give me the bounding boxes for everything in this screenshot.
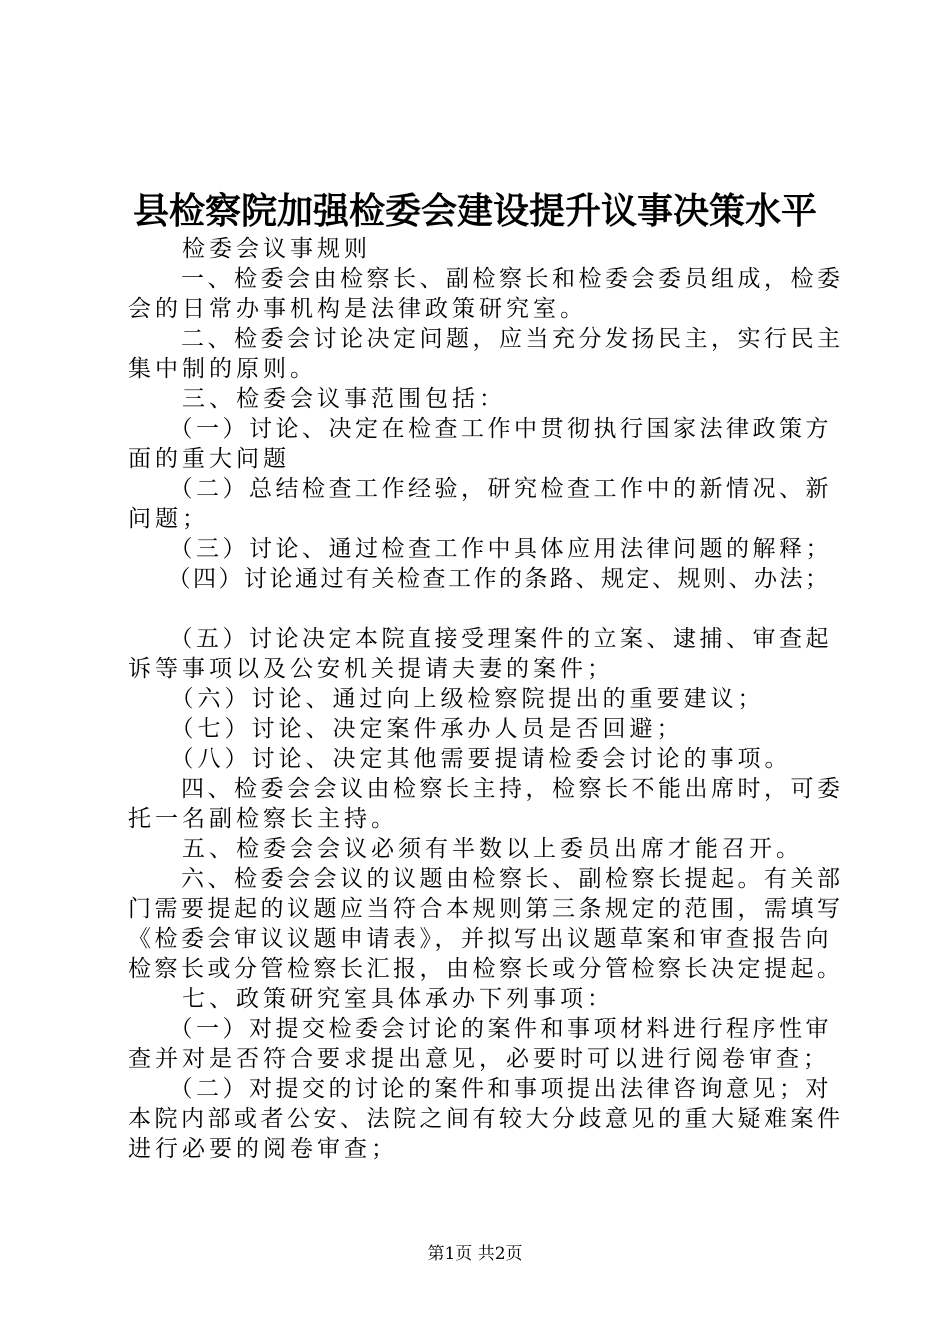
text-line: （三）讨论、通过检查工作中具体应用法律问题的解释； [128, 536, 832, 562]
text-line: 托一名副检察长主持。 [128, 806, 398, 832]
text-line [128, 594, 842, 624]
text-line: 五、检委会会议必须有半数以上委员出席才能召开。 [128, 836, 803, 862]
text-line: （二）总结检查工作经验，研究检查工作中的新情况、新 [128, 476, 832, 502]
text-line: 诉等事项以及公安机关提请夫妻的案件； [128, 656, 614, 682]
text-line: 《检委会审议议题申请表》，并拟写出议题草案和审查报告向 [128, 926, 832, 952]
page-footer: 第1页 共2页 [427, 1244, 523, 1264]
text-line: 本院内部或者公安、法院之间有较大分歧意见的重大疑难案件 [128, 1106, 844, 1132]
text-line: 七、政策研究室具体承办下列事项： [128, 986, 614, 1012]
document-title: 县检察院加强检委会建设提升议事决策水平 [132, 190, 817, 232]
text-line: 六、检委会会议的议题由检察长、副检察长提起。有关部 [128, 866, 844, 892]
text-line: 三、检委会议事范围包括： [128, 386, 506, 412]
text-line: 进行必要的阅卷审查； [128, 1136, 398, 1162]
text-line: 门需要提起的议题应当符合本规则第三条规定的范围，需填写 [128, 896, 844, 922]
text-line: （四）讨论通过有关检查工作的条路、规定、规则、办法； [128, 566, 831, 592]
text-line: （七）讨论、决定案件承办人员是否回避； [128, 716, 684, 742]
text-line: 会的日常办事机构是法律政策研究室。 [128, 296, 587, 322]
text-line: 检察长或分管检察长汇报，由检察长或分管检察长决定提起。 [128, 956, 844, 982]
text-line: 集中制的原则。 [128, 356, 317, 382]
text-line: （二）对提交的讨论的案件和事项提出法律咨询意见；对 [128, 1076, 832, 1102]
text-line: 一、检委会由检察长、副检察长和检委会委员组成，检委 [128, 266, 844, 292]
document-body [128, 234, 842, 1164]
text-line: 问题； [128, 506, 209, 532]
text-line: （五）讨论决定本院直接受理案件的立案、逮捕、审查起 [128, 626, 832, 652]
text-line: （八）讨论、决定其他需要提请检委会讨论的事项。 [128, 746, 792, 772]
text-line: 查并对是否符合要求提出意见，必要时可以进行阅卷审查； [128, 1046, 830, 1072]
text-line: （一）对提交检委会讨论的案件和事项材料进行程序性审 [128, 1016, 832, 1042]
text-line: （一）讨论、决定在检查工作中贯彻执行国家法律政策方 [128, 416, 832, 442]
text-line: 检委会议事规则 [128, 236, 371, 262]
text-line: 四、检委会会议由检察长主持，检察长不能出席时，可委 [128, 776, 844, 802]
text-line: 二、检委会讨论决定问题，应当充分发扬民主，实行民主 [128, 326, 844, 352]
text-line: （六）讨论、通过向上级检察院提出的重要建议； [128, 686, 765, 712]
text-line: 面的重大问题 [128, 446, 290, 472]
